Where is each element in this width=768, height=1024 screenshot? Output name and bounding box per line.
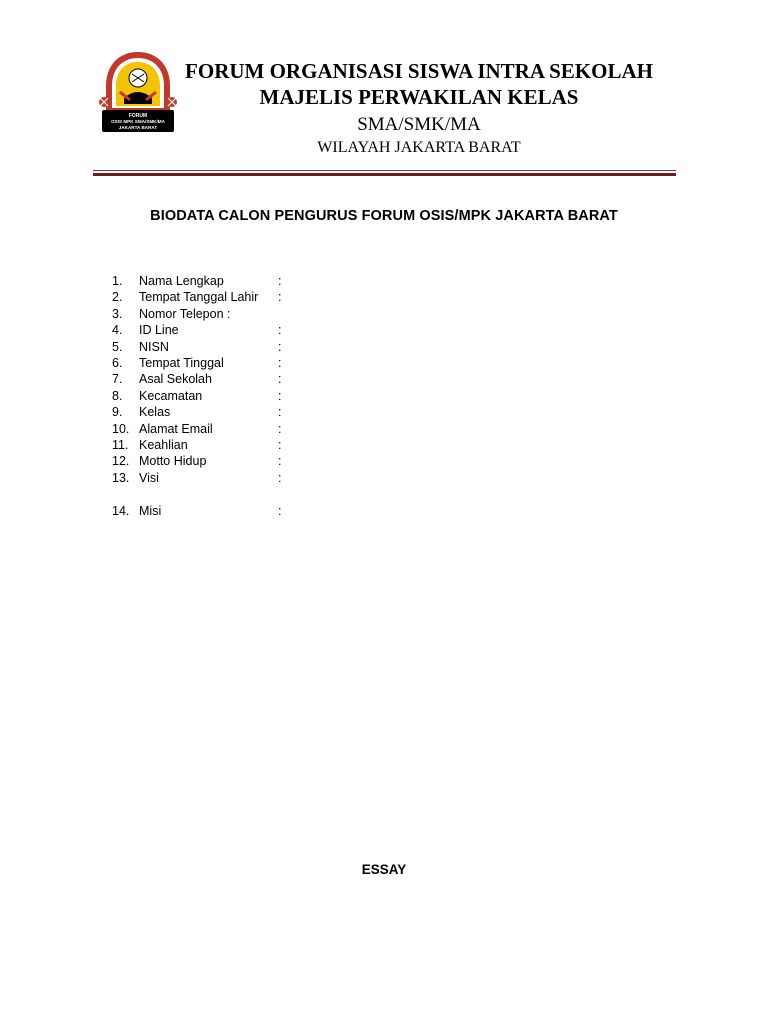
field-row (112, 289, 532, 305)
field-number: 9. (112, 405, 123, 420)
field-colon: : (278, 470, 282, 485)
field-colon: : (278, 437, 282, 452)
field-number: 13. (112, 470, 130, 485)
field-label: Tempat Tanggal Lahir (139, 290, 259, 305)
organization-subtitle: MAJELIS PERWAKILAN KELAS (259, 85, 579, 109)
field-label: Alamat Email (139, 421, 213, 436)
field-label: Nomor Telepon : (139, 306, 231, 321)
field-label: Tempat Tinggal (139, 355, 224, 370)
field-row (112, 437, 532, 453)
field-row (112, 371, 532, 387)
field-colon: : (278, 405, 282, 420)
field-colon: : (278, 274, 282, 288)
field-row (112, 273, 532, 289)
field-colon: : (278, 372, 282, 387)
field-row (112, 322, 532, 338)
field-number: 8. (112, 388, 123, 403)
logo-text-line3: JAKARTA BARAT (118, 125, 158, 130)
field-row (112, 404, 532, 420)
essay-heading: ESSAY (361, 862, 407, 877)
field-label: Kecamatan (139, 388, 203, 403)
field-colon: : (278, 339, 282, 354)
field-number: 7. (112, 372, 123, 387)
field-row (112, 421, 532, 437)
region: WILAYAH JAKARTA BARAT (317, 139, 521, 156)
field-number: 2. (112, 290, 123, 305)
field-label: Keahlian (139, 437, 188, 452)
field-number: 14. (112, 504, 130, 519)
field-colon: : (278, 454, 282, 469)
field-colon: : (278, 388, 282, 403)
letterhead (150, 58, 688, 158)
field-row (112, 388, 532, 404)
field-number: 3. (112, 306, 123, 321)
biodata-field-list (112, 273, 532, 519)
field-number: 10. (112, 421, 130, 436)
field-row (112, 306, 532, 322)
letterhead-divider-thin (93, 170, 676, 171)
field-label: Nama Lengkap (139, 274, 224, 288)
field-colon: : (278, 290, 282, 305)
field-row (112, 503, 532, 519)
field-colon: : (278, 504, 282, 519)
field-row (112, 453, 532, 469)
field-number: 11. (112, 437, 129, 452)
field-number: 5. (112, 339, 123, 354)
field-row (112, 355, 532, 371)
document-title: BIODATA CALON PENGURUS FORUM OSIS/MPK JAKARTA BARAT (150, 208, 618, 224)
school-levels: SMA/SMK/MA (357, 114, 481, 135)
field-number: 4. (112, 323, 123, 338)
logo-text-line1: FORUM (128, 113, 148, 119)
field-number: 6. (112, 355, 123, 370)
field-label: Misi (139, 504, 162, 519)
field-number: 1. (112, 274, 123, 288)
field-label: Kelas (139, 405, 171, 420)
field-label: NISN (139, 339, 169, 354)
logo-text-line2: OSIS MPK SMA/SMK/MA (111, 119, 165, 124)
organization-name: FORUM ORGANISASI SISWA INTRA SEKOLAH (185, 59, 653, 83)
field-label: Motto Hidup (139, 454, 207, 469)
field-label: Visi (139, 470, 159, 485)
field-colon: : (278, 421, 282, 436)
field-colon: : (278, 323, 282, 338)
field-label: ID Line (139, 323, 179, 338)
letterhead-divider-thick (93, 173, 676, 176)
field-colon: : (278, 355, 282, 370)
field-row (112, 339, 532, 355)
field-number: 12. (112, 454, 130, 469)
field-row (112, 470, 532, 486)
field-label: Asal Sekolah (139, 372, 212, 387)
